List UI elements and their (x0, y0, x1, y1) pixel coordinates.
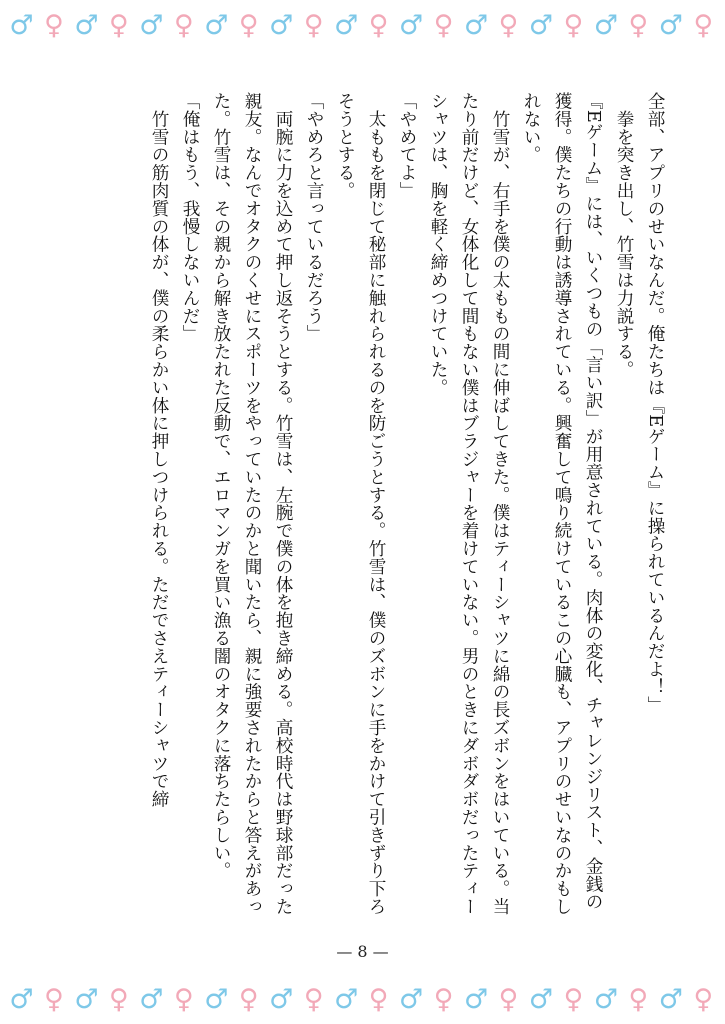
female-symbol-icon: ♀ (368, 9, 389, 41)
paragraph: 全部、アプリのせいなんだ。俺たちは『Eゲーム』に操られているんだよ！」 (645, 92, 665, 714)
male-symbol-icon: ♂ (528, 983, 554, 1015)
female-symbol-icon: ♀ (563, 983, 584, 1015)
female-symbol-icon: ♀ (498, 9, 519, 41)
female-symbol-icon: ♀ (109, 983, 129, 1015)
male-symbol-icon: ♂ (9, 983, 34, 1015)
female-symbol-icon: ♀ (44, 983, 64, 1015)
paragraph: 竹雪が、右手を僕の太ももの間に伸ばしてきた。僕はティーシャツに綿の長ズボンをはいている。当たり前だけど、女体化して間もない僕はブラジャーを着けていない。男のときにダボダボだったティーシャツは、胸を軽く締めつけていた。 (428, 92, 510, 916)
paragraph: 両腕に力を込めて押し返そうとする。竹雪は、左腕で僕の体を抱き締める。高校時代は野球部だった親友。なんでオタクのくせにスポーツをやっていたのかと聞いたら、親に強要されたからと答えがあった。竹雪は、その親から解き放たれた反動で、エロマンガを買い漁る闇のオタクに落ちたらしい。 (211, 92, 293, 916)
paragraph: 「やめてよ」 (397, 92, 417, 200)
female-symbol-icon: ♀ (693, 983, 714, 1015)
female-symbol-icon: ♀ (303, 9, 324, 41)
female-symbol-icon: ♀ (368, 983, 389, 1015)
female-symbol-icon: ♀ (498, 983, 519, 1015)
female-symbol-icon: ♀ (693, 9, 714, 41)
male-symbol-icon: ♂ (74, 9, 99, 41)
male-symbol-icon: ♂ (9, 9, 34, 41)
male-symbol-icon: ♂ (593, 983, 619, 1015)
paragraph: 「やめろと言っているだろう」 (304, 92, 324, 343)
male-symbol-icon: ♂ (204, 983, 229, 1015)
male-symbol-icon: ♂ (463, 983, 489, 1015)
male-symbol-icon: ♂ (399, 983, 424, 1015)
male-symbol-icon: ♂ (269, 983, 294, 1015)
female-symbol-icon: ♀ (109, 9, 129, 41)
male-symbol-icon: ♂ (593, 9, 619, 41)
female-symbol-icon: ♀ (628, 9, 649, 41)
male-symbol-icon: ♂ (528, 9, 554, 41)
male-symbol-icon: ♂ (334, 9, 359, 41)
male-symbol-icon: ♂ (204, 9, 229, 41)
paragraph: 「俺はもう、我慢しないんだ」 (180, 92, 200, 343)
paragraph: 拳を突き出し、竹雪は力説する。 (614, 92, 634, 379)
female-symbol-icon: ♀ (238, 9, 259, 41)
paragraph: 太ももを閉じて秘部に触れられるのを防ごうとする。竹雪は、僕のズボンに手をかけて引きずり下ろそうとする。 (335, 92, 386, 916)
male-symbol-icon: ♂ (399, 9, 424, 41)
male-symbol-icon: ♂ (139, 9, 164, 41)
page-number: — 8 — (336, 942, 389, 961)
female-symbol-icon: ♀ (433, 9, 454, 41)
novel-page-text (70, 92, 670, 922)
male-symbol-icon: ♂ (139, 983, 164, 1015)
female-symbol-icon: ♀ (303, 983, 324, 1015)
border-symbols-top (0, 2, 725, 48)
paragraph: 竹雪の筋肉質の体が、僕の柔らかい体に押しつけられる。ただでさえティーシャツで締 (149, 92, 169, 808)
male-symbol-icon: ♂ (269, 9, 294, 41)
female-symbol-icon: ♀ (173, 9, 194, 41)
paragraph: 『Eゲーム』には、いくつもの「言い訳」が用意されている。肉体の変化、チャレンジリスト、金銭の獲得。僕たちの行動は誘導されている。興奮して鳴り続けているこの心臓も、アプリのせいなのかもしれない。 (521, 92, 603, 916)
female-symbol-icon: ♀ (173, 983, 194, 1015)
vertical-text-column (70, 92, 670, 922)
male-symbol-icon: ♂ (658, 9, 683, 41)
male-symbol-icon: ♂ (334, 983, 359, 1015)
male-symbol-icon: ♂ (463, 9, 489, 41)
male-symbol-icon: ♂ (658, 983, 683, 1015)
female-symbol-icon: ♀ (628, 983, 649, 1015)
border-symbols-bottom (0, 976, 725, 1022)
female-symbol-icon: ♀ (238, 983, 259, 1015)
female-symbol-icon: ♀ (563, 9, 584, 41)
female-symbol-icon: ♀ (433, 983, 454, 1015)
female-symbol-icon: ♀ (44, 9, 64, 41)
male-symbol-icon: ♂ (74, 983, 99, 1015)
